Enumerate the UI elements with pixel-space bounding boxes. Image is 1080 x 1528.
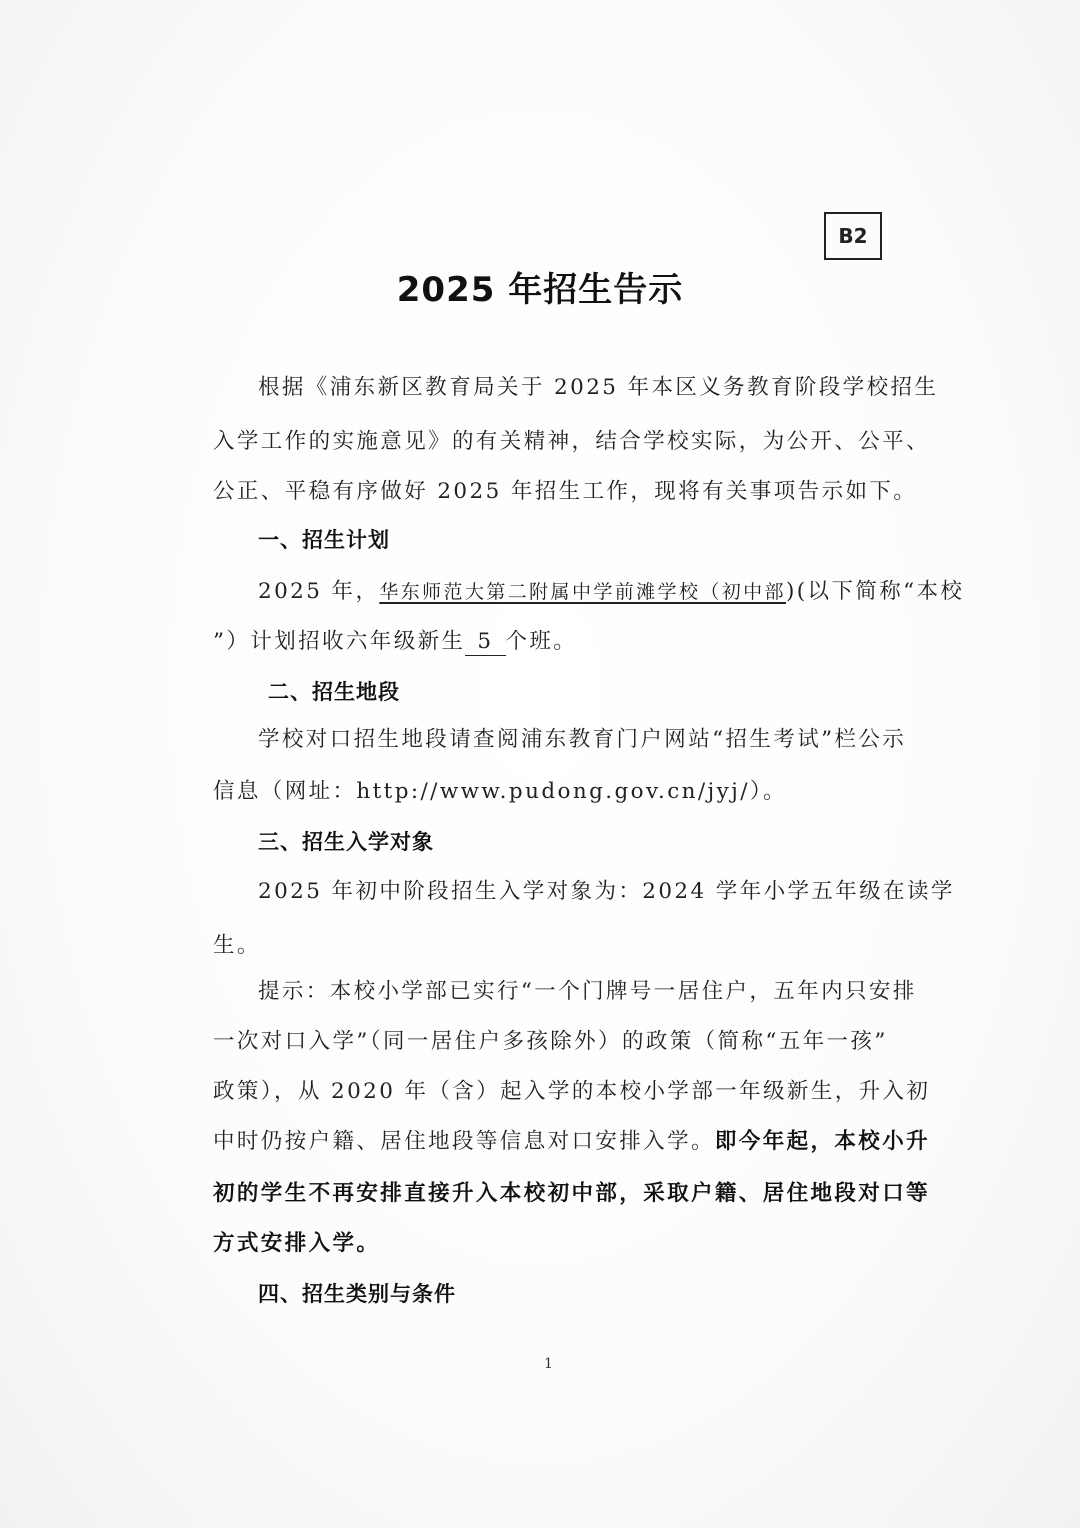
note-line-4 <box>213 1124 930 1155</box>
plan-count-prefix: ”）计划招收六年级新生 <box>213 629 466 654</box>
plan-year-prefix: 2025 年， <box>258 579 380 604</box>
note-line-4-bold: 即今年起，本校小升 <box>714 1129 931 1154</box>
note-line-1: 提示：本校小学部已实行“一个门牌号一居住户，五年内只安排 <box>258 979 917 1004</box>
intro-line-1: 根据《浦东新区教育局关于 2025 年本区义务教育阶段学校招生 <box>258 375 939 400</box>
note-line-6: 方式安排入学。 <box>213 1231 381 1256</box>
section-1-line-1 <box>258 574 964 605</box>
school-name: 华东师范大第二附属中学前滩学校（初中部 <box>379 581 786 603</box>
section-4-heading: 四、招生类别与条件 <box>258 1282 456 1306</box>
section-1-heading: 一、招生计划 <box>258 528 390 552</box>
section-2-line-1: 学校对口招生地段请查阅浦东教育门户网站“招生考试”栏公示 <box>258 727 907 752</box>
section-2-line-2: 信息（网址：http://www.pudong.gov.cn/jyj/）。 <box>213 779 787 804</box>
page-number: 1 <box>544 1356 553 1372</box>
note-line-3: 政策），从 2020 年（含）起入学的本校小学部一年级新生，升入初 <box>213 1079 931 1104</box>
section-3-line-2: 生。 <box>213 933 261 958</box>
section-3-heading: 三、招生入学对象 <box>258 830 434 854</box>
plan-count-suffix: 个班。 <box>505 629 578 654</box>
section-1-line-2 <box>213 624 577 656</box>
category-stamp-label: B2 <box>838 224 868 248</box>
intro-line-3: 公正、平稳有序做好 2025 年招生工作，现将有关事项告示如下。 <box>213 479 918 504</box>
section-3-line-1: 2025 年初中阶段招生入学对象为：2024 学年小学五年级在读学 <box>258 879 955 904</box>
note-line-2: 一次对口入学”（同一居住户多孩除外）的政策（简称“五年一孩” <box>213 1029 888 1054</box>
class-count: 5 <box>465 629 505 656</box>
intro-line-2: 入学工作的实施意见》的有关精神，结合学校实际，为公开、公平、 <box>213 429 931 454</box>
note-line-4-normal: 中时仍按户籍、居住地段等信息对口安排入学。 <box>213 1129 715 1154</box>
note-line-5: 初的学生不再安排直接升入本校初中部，采取户籍、居住地段对口等 <box>213 1181 931 1206</box>
category-stamp-box <box>824 212 882 260</box>
document-title: 2025 年招生告示 <box>396 270 684 310</box>
section-2-heading: 二、招生地段 <box>268 680 400 704</box>
plan-line-suffix: )(以下简称“本校 <box>785 579 965 604</box>
